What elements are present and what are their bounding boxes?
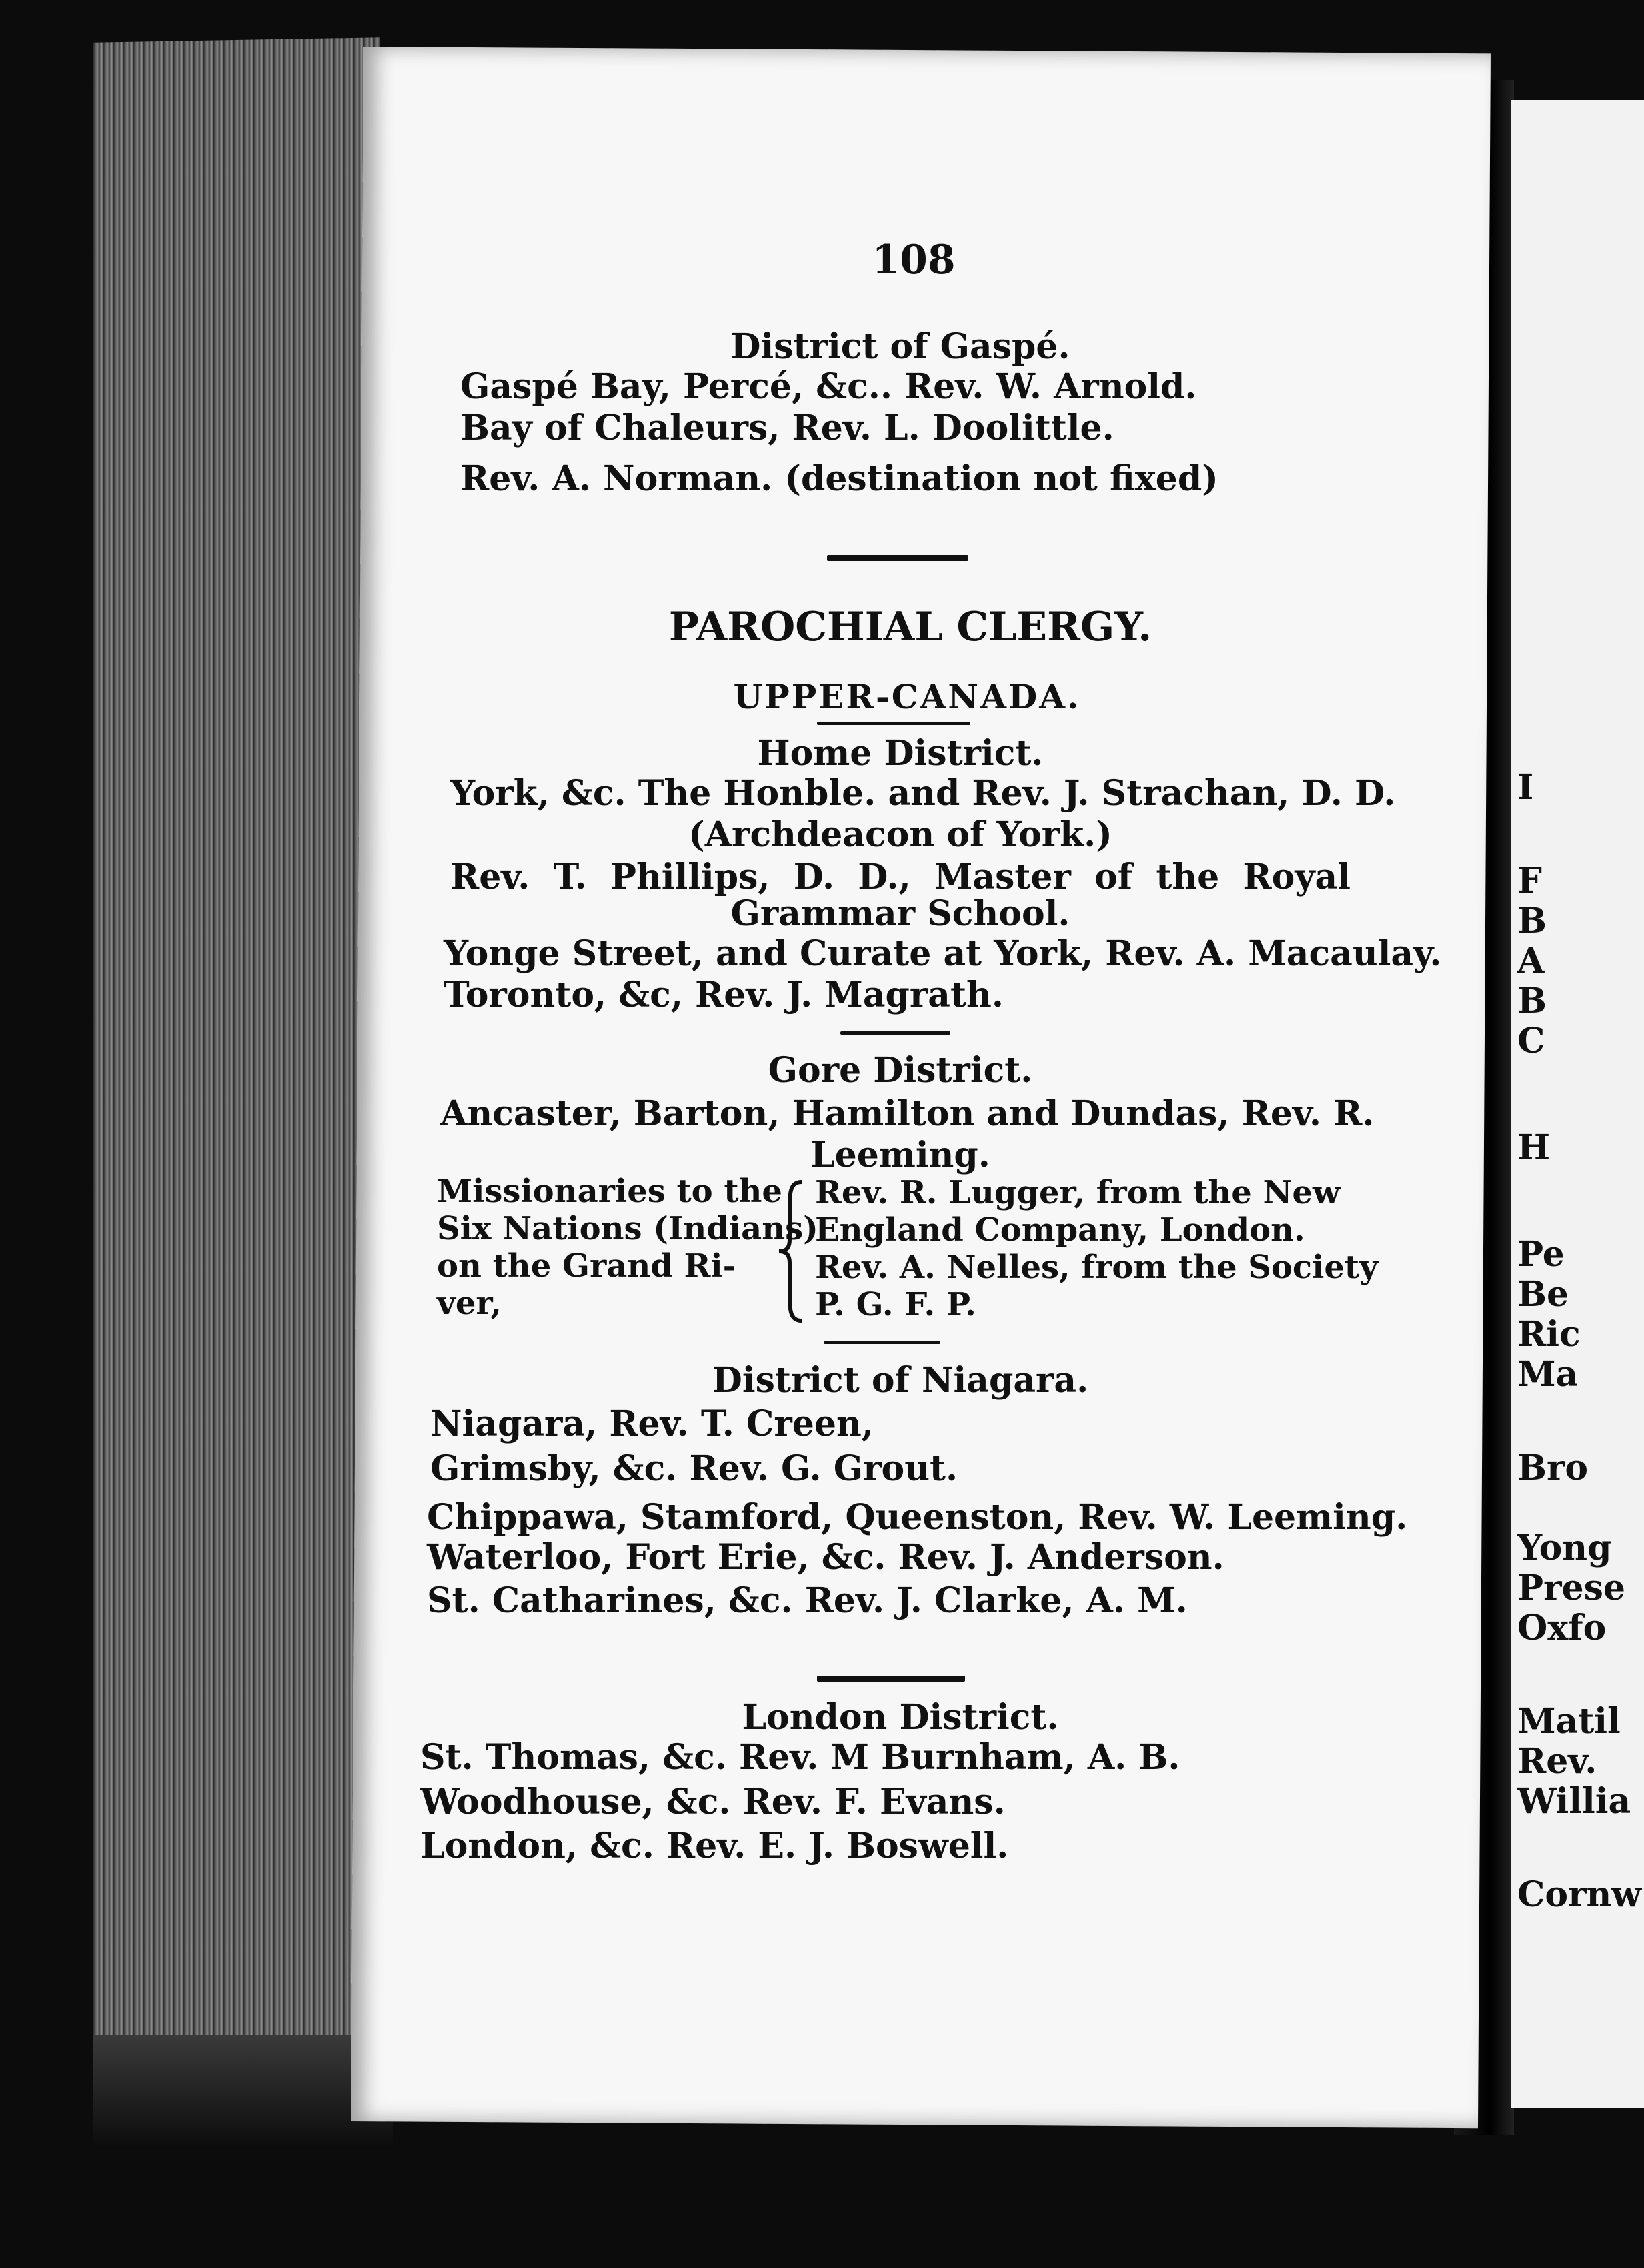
- facing-fragment: Cornw: [1517, 1874, 1642, 1915]
- facing-fragment: B: [1517, 981, 1547, 1021]
- province-rule: [817, 722, 970, 725]
- gaspe-line: Bay of Chaleurs, Rev. L. Doolittle.: [460, 408, 1114, 448]
- home-line: Yonge Street, and Curate at York, Rev. A. Macaulay.: [444, 933, 1442, 974]
- niagara-line: Grimsby, &c. Rev. G. Grout.: [430, 1448, 958, 1489]
- missionaries-entry: Rev. R. Lugger, from the New: [815, 1174, 1341, 1211]
- district-rule: [817, 1676, 965, 1682]
- niagara-line: Niagara, Rev. T. Creen,: [430, 1403, 874, 1444]
- district-heading-home: Home District.: [757, 733, 1044, 774]
- facing-fragment: Ric: [1517, 1314, 1581, 1355]
- facing-fragment: F: [1517, 861, 1542, 901]
- page-number: 108: [872, 237, 956, 284]
- missionaries-label: ver,: [437, 1285, 502, 1322]
- section-title: PAROCHIAL CLERGY.: [668, 604, 1152, 650]
- home-line: Toronto, &c, Rev. J. Magrath.: [444, 975, 1004, 1015]
- home-line: York, &c. The Honble. and Rev. J. Strachan, D. D.: [450, 773, 1396, 814]
- province-heading: UPPER-CANADA.: [733, 677, 1081, 716]
- facing-fragment: Bro: [1517, 1448, 1589, 1488]
- district-heading-london: London District.: [742, 1697, 1059, 1738]
- facing-fragment: Prese: [1517, 1568, 1625, 1608]
- district-rule: [840, 1031, 950, 1035]
- facing-fragment: Ma: [1517, 1354, 1579, 1395]
- book-bottom-shadow: [93, 2035, 393, 2148]
- niagara-line: Chippawa, Stamford, Queenston, Rev. W. Leeming.: [427, 1497, 1408, 1538]
- facing-fragment: Oxfo: [1517, 1608, 1607, 1648]
- home-line: Rev. T. Phillips, D. D., Master of the Royal: [450, 857, 1351, 897]
- gaspe-line: Gaspé Bay, Percé, &c.. Rev. W. Arnold.: [460, 366, 1197, 407]
- district-heading-gore: Gore District.: [768, 1050, 1033, 1091]
- facing-page: [1511, 100, 1644, 2108]
- missionaries-entry: P. G. F. P.: [815, 1286, 976, 1323]
- district-heading-gaspe: District of Gaspé.: [730, 326, 1070, 367]
- missionaries-entry: Rev. A. Nelles, from the Society: [815, 1249, 1378, 1286]
- district-heading-niagara: District of Niagara.: [712, 1360, 1089, 1401]
- missionaries-entry: England Company, London.: [815, 1211, 1305, 1249]
- facing-fragment: I: [1517, 767, 1534, 808]
- gaspe-line: Rev. A. Norman. (destination not fixed): [460, 458, 1218, 499]
- district-rule: [824, 1341, 940, 1344]
- home-line: Grammar School.: [730, 893, 1070, 934]
- london-line: London, &c. Rev. E. J. Boswell.: [420, 1826, 1009, 1866]
- niagara-line: Waterloo, Fort Erie, &c. Rev. J. Anderson.: [427, 1537, 1224, 1578]
- facing-fragment: C: [1517, 1021, 1545, 1061]
- section-rule: [827, 555, 968, 561]
- facing-fragment: Be: [1517, 1274, 1569, 1315]
- facing-fragment: Pe: [1517, 1234, 1565, 1275]
- home-line: (Archdeacon of York.): [688, 814, 1112, 855]
- facing-fragment: B: [1517, 901, 1547, 941]
- facing-fragment: A: [1517, 941, 1545, 981]
- facing-fragment: Rev.: [1517, 1741, 1597, 1782]
- facing-fragment: Willia: [1517, 1781, 1631, 1822]
- missionaries-label: Six Nations (Indians): [437, 1210, 818, 1247]
- missionaries-label: Missionaries to the: [437, 1173, 782, 1210]
- london-line: St. Thomas, &c. Rev. M Burnham, A. B.: [420, 1737, 1180, 1778]
- brace-icon: [775, 1179, 807, 1323]
- niagara-line: St. Catharines, &c. Rev. J. Clarke, A. M.: [427, 1580, 1188, 1621]
- facing-fragment: Matil: [1517, 1701, 1621, 1742]
- london-line: Woodhouse, &c. Rev. F. Evans.: [420, 1782, 1006, 1822]
- facing-fragment: H: [1517, 1127, 1551, 1168]
- missionaries-label: on the Grand Ri-: [437, 1247, 736, 1285]
- gore-line: Leeming.: [810, 1135, 990, 1175]
- facing-fragment: Yong: [1517, 1528, 1612, 1568]
- book-page-edges: [93, 37, 380, 2097]
- gore-line: Ancaster, Barton, Hamilton and Dundas, Rev. R.: [440, 1093, 1375, 1134]
